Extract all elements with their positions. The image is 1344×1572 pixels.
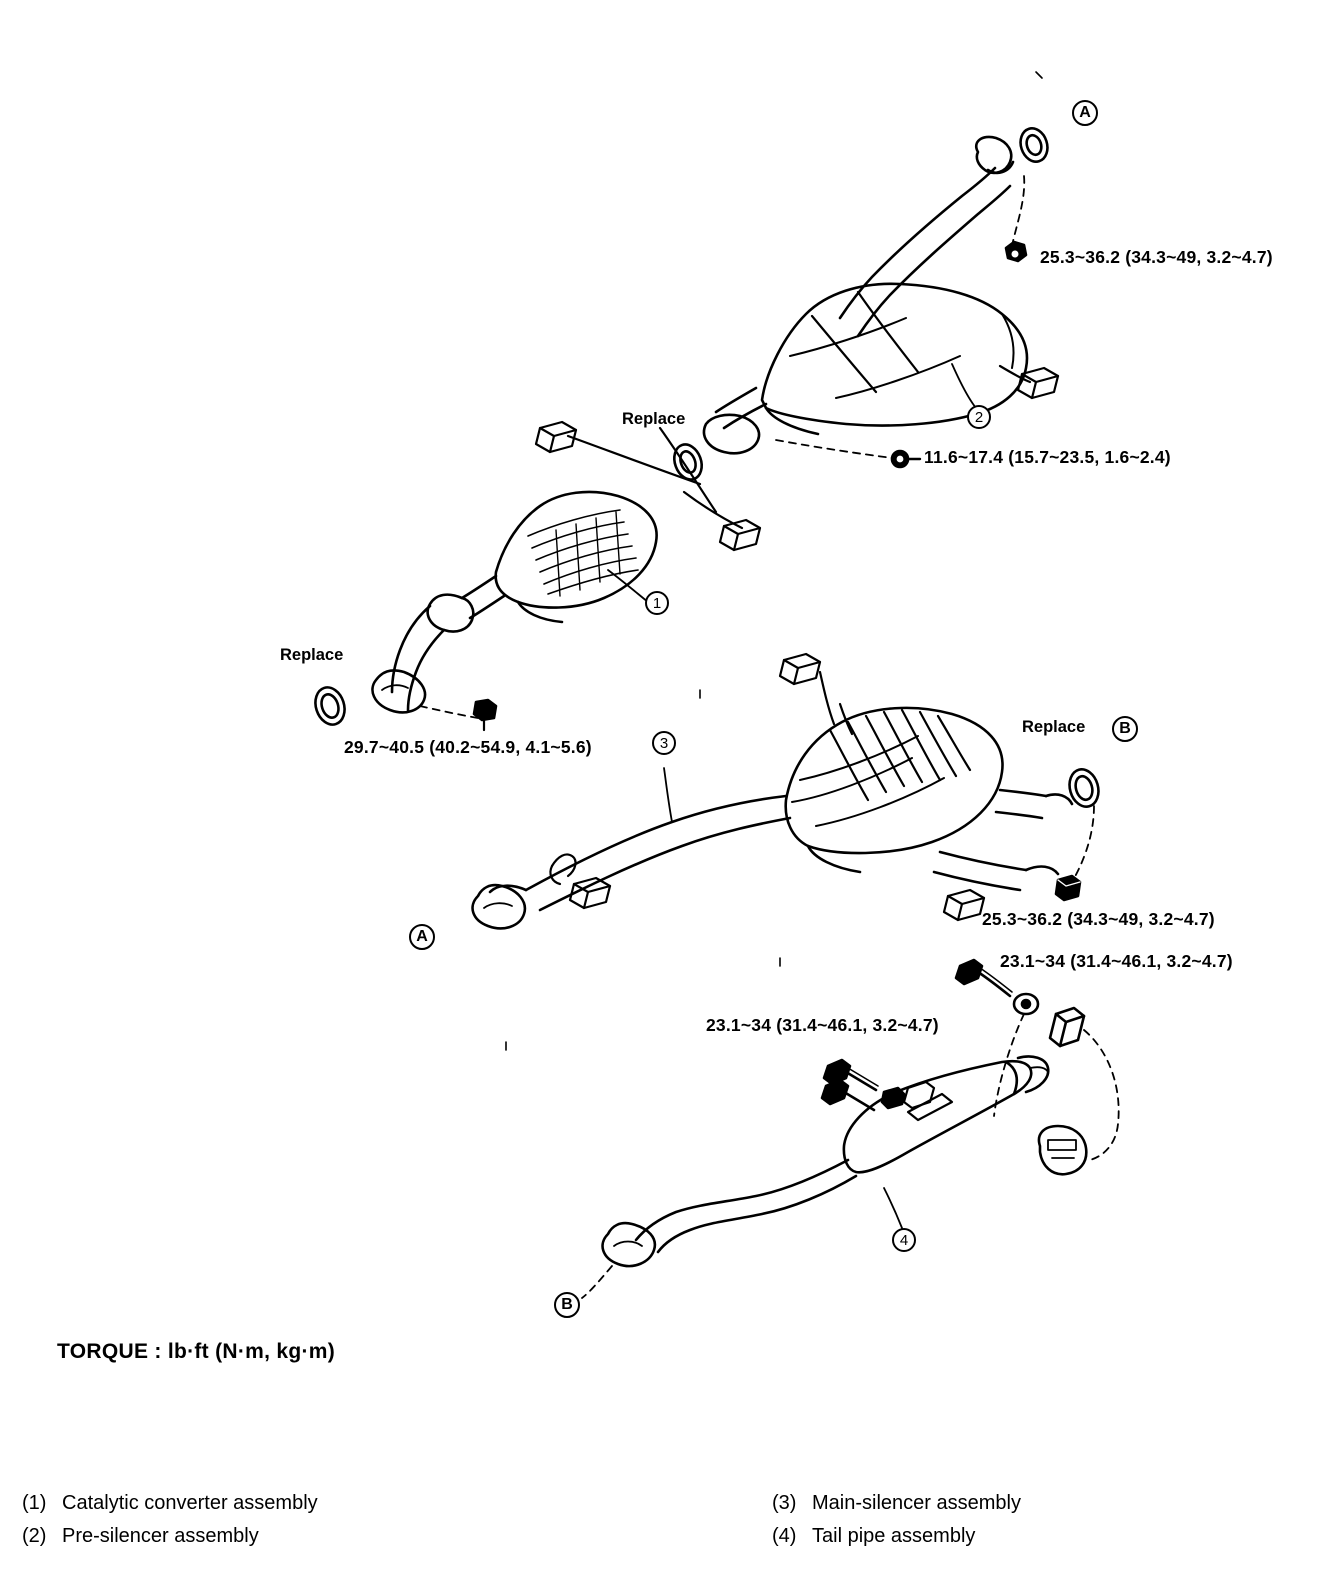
callout-b-right: B [1112, 716, 1138, 742]
legend [0, 1492, 1344, 1572]
torque-units-title: TORQUE : lb·ft (N·m, kg·m) [57, 1340, 336, 1363]
part-number-4: 4 [892, 1228, 916, 1252]
replace-label-presilencer: Replace [622, 410, 686, 428]
callout-a-top: A [1072, 100, 1098, 126]
torque-spec-converter: 29.7~40.5 (40.2~54.9, 4.1~5.6) [344, 737, 592, 757]
legend-column-left [22, 1492, 318, 1558]
replace-label-converter: Replace [280, 646, 344, 664]
legend-column-right [772, 1492, 1021, 1558]
legend-number: (4) [772, 1525, 797, 1547]
legend-label: Pre-silencer assembly [62, 1525, 259, 1547]
torque-spec-top-right: 25.3~36.2 (34.3~49, 3.2~4.7) [1040, 247, 1273, 267]
legend-label: Catalytic converter assembly [62, 1492, 318, 1514]
torque-spec-mainsilencer: 25.3~36.2 (34.3~49, 3.2~4.7) [982, 909, 1215, 929]
legend-number: (2) [22, 1525, 47, 1547]
part-number-1: 1 [645, 591, 669, 615]
legend-label: Main-silencer assembly [812, 1492, 1021, 1514]
part-number-3: 3 [652, 731, 676, 755]
callout-a-mid: A [409, 924, 435, 950]
legend-number: (1) [22, 1492, 47, 1514]
torque-spec-presilencer: 11.6~17.4 (15.7~23.5, 1.6~2.4) [924, 447, 1171, 467]
legend-label: Tail pipe assembly [812, 1525, 976, 1547]
torque-spec-tailpipe-right: 23.1~34 (31.4~46.1, 3.2~4.7) [1000, 951, 1233, 971]
legend-item [22, 1525, 318, 1548]
callout-b-bottom: B [554, 1292, 580, 1318]
legend-number: (3) [772, 1492, 797, 1514]
torque-spec-tailpipe-left: 23.1~34 (31.4~46.1, 3.2~4.7) [706, 1015, 939, 1035]
replace-label-mainsilencer: Replace [1022, 718, 1086, 736]
part-number-2: 2 [967, 405, 991, 429]
legend-item [772, 1492, 1021, 1515]
legend-item [772, 1525, 1021, 1548]
legend-item [22, 1492, 318, 1515]
